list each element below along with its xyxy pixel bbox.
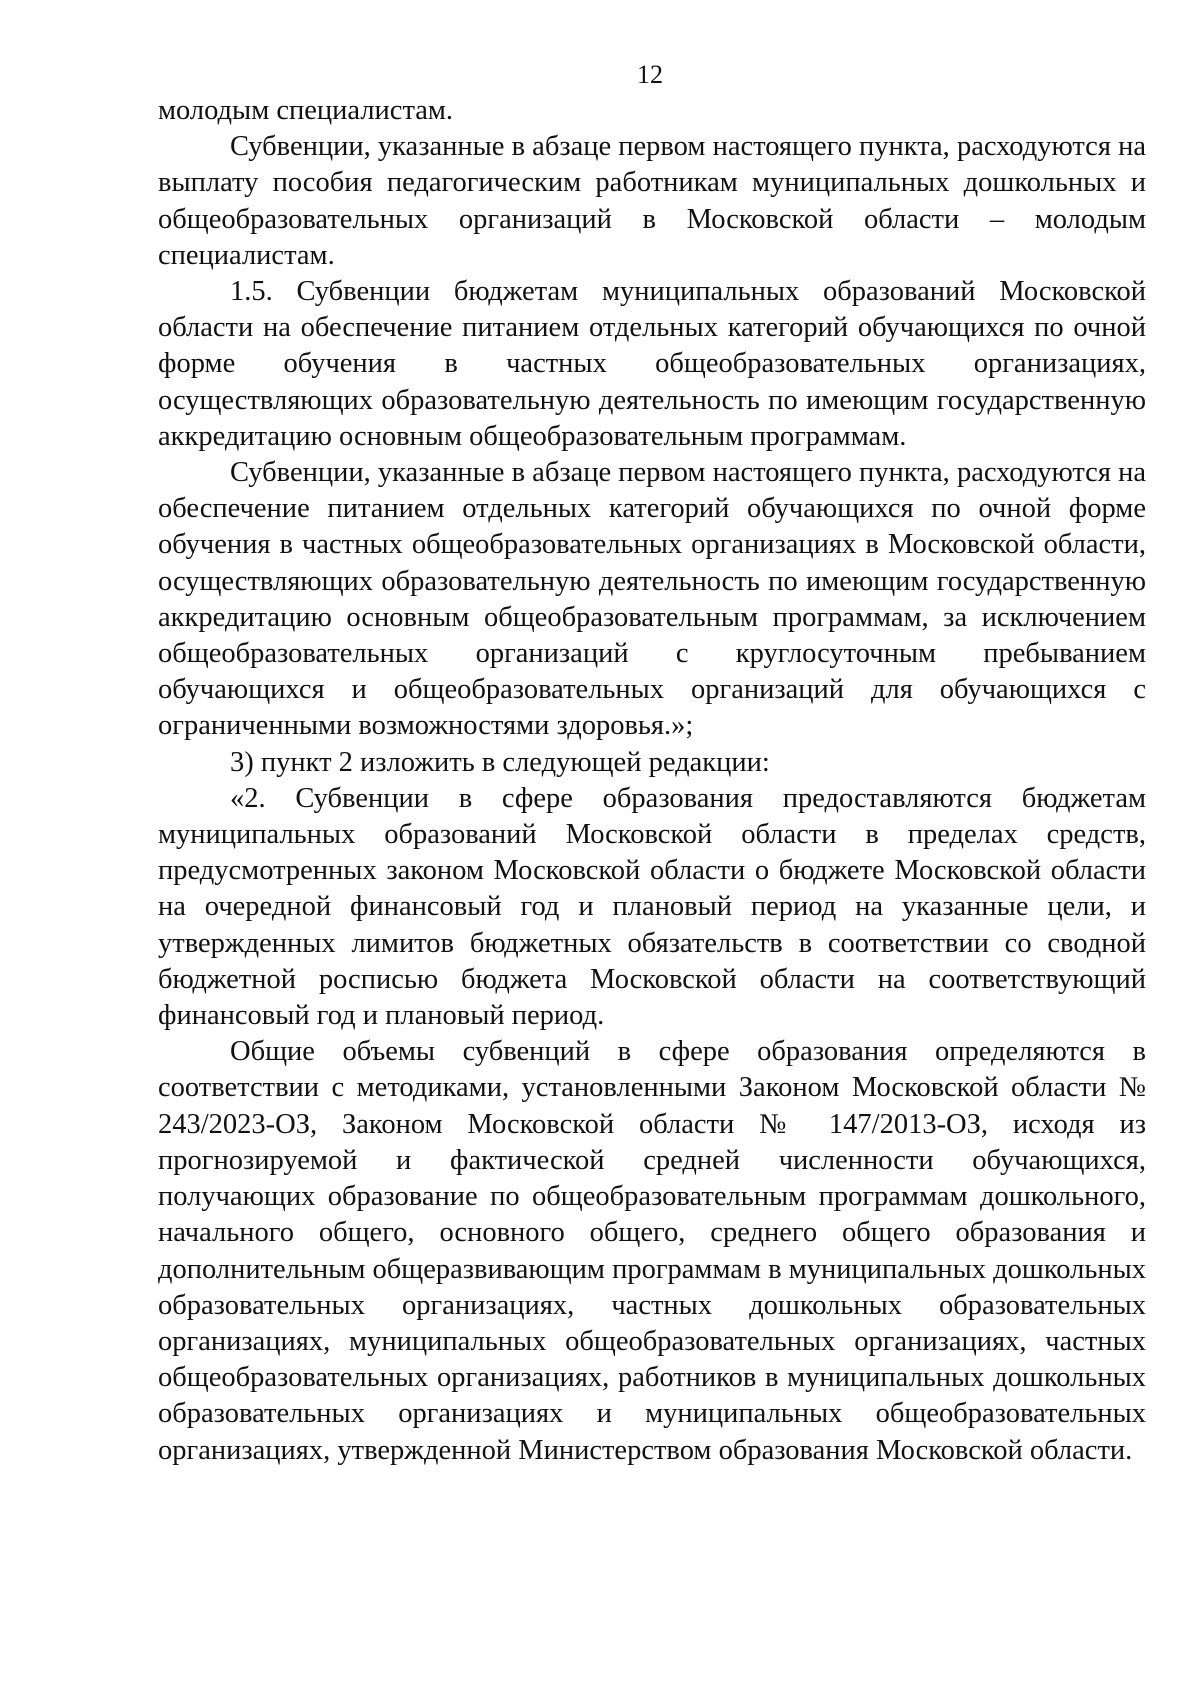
paragraph-continuation: молодым специалистам. xyxy=(158,95,454,126)
paragraph-subventions-nutrition: Субвенции, указанные в абзаце первом настоящего пункта, расходуются на обеспечение питанием отдельных категорий обучающихся по очной форме обучения в частных общеобразовательных организациях в Московской области, осуществляющих образовательную деятельность по имеющим государственную аккредитацию основным общеобразовательным программам, за исключением общеобразовательных организаций с круглосуточным пребыванием обучающихся и общеобразовательных организаций для обучающихся с ограниченными возможностями здоровья.»; xyxy=(158,457,1146,742)
page-number: 12 xyxy=(637,60,663,89)
paragraph-section-2: «2. Субвенции в сфере образования предоставляются бюджетам муниципальных образований Московской области в пределах средств, предусмотренных законом Московской области о бюджете Московской области на очередной финансовый год и плановый период на указанные цели, и утвержденных лимитов бюджетных обязательств в соответствии со сводной бюджетной росписью бюджета Московской области на соответствующий финансовый год и плановый период. xyxy=(158,782,1146,1032)
paragraph-item-3: 3) пункт 2 изложить в следующей редакции: xyxy=(230,746,770,778)
paragraph-total-volumes: Общие объемы субвенций в сфере образования определяются в соответствии с методиками, установленными Законом Московской области № 243/2023-ОЗ, Законом Московской области № 147/2013-ОЗ, исходя из прогнозируемой и фактической средней численности обучающихся, получающих образование по общеобразовательным программам дошкольного, начального общего, основного общего, среднего общего образования и дополнительным общеразвивающим программам в муниципальных дошкольных образовательных организациях, частных дошкольных образовательных организациях, муниципальных общеобразовательных организациях, частных общеобразовательных организациях, работников в муниципальных дошкольных образовательных организациях и муниципальных общеобразовательных организациях, утвержденной Министерством образования Московской области. xyxy=(158,1036,1146,1466)
paragraph-subventions-young-specialists: Субвенции, указанные в абзаце первом настоящего пункта, расходуются на выплату пособия педагогическим работникам муниципальных дошкольных и общеобразовательных организаций в Московской области – молодым специалистам. xyxy=(158,131,1146,271)
document-body xyxy=(158,93,1146,1469)
paragraph-section-1-5: 1.5. Субвенции бюджетам муниципальных образований Московской области на обеспечение питанием отдельных категорий обучающихся по очной форме обучения в частных общеобразовательных организациях, осуществляющих образовательную деятельность по имеющим государственную аккредитацию основным общеобразовательным программам. xyxy=(158,276,1146,452)
